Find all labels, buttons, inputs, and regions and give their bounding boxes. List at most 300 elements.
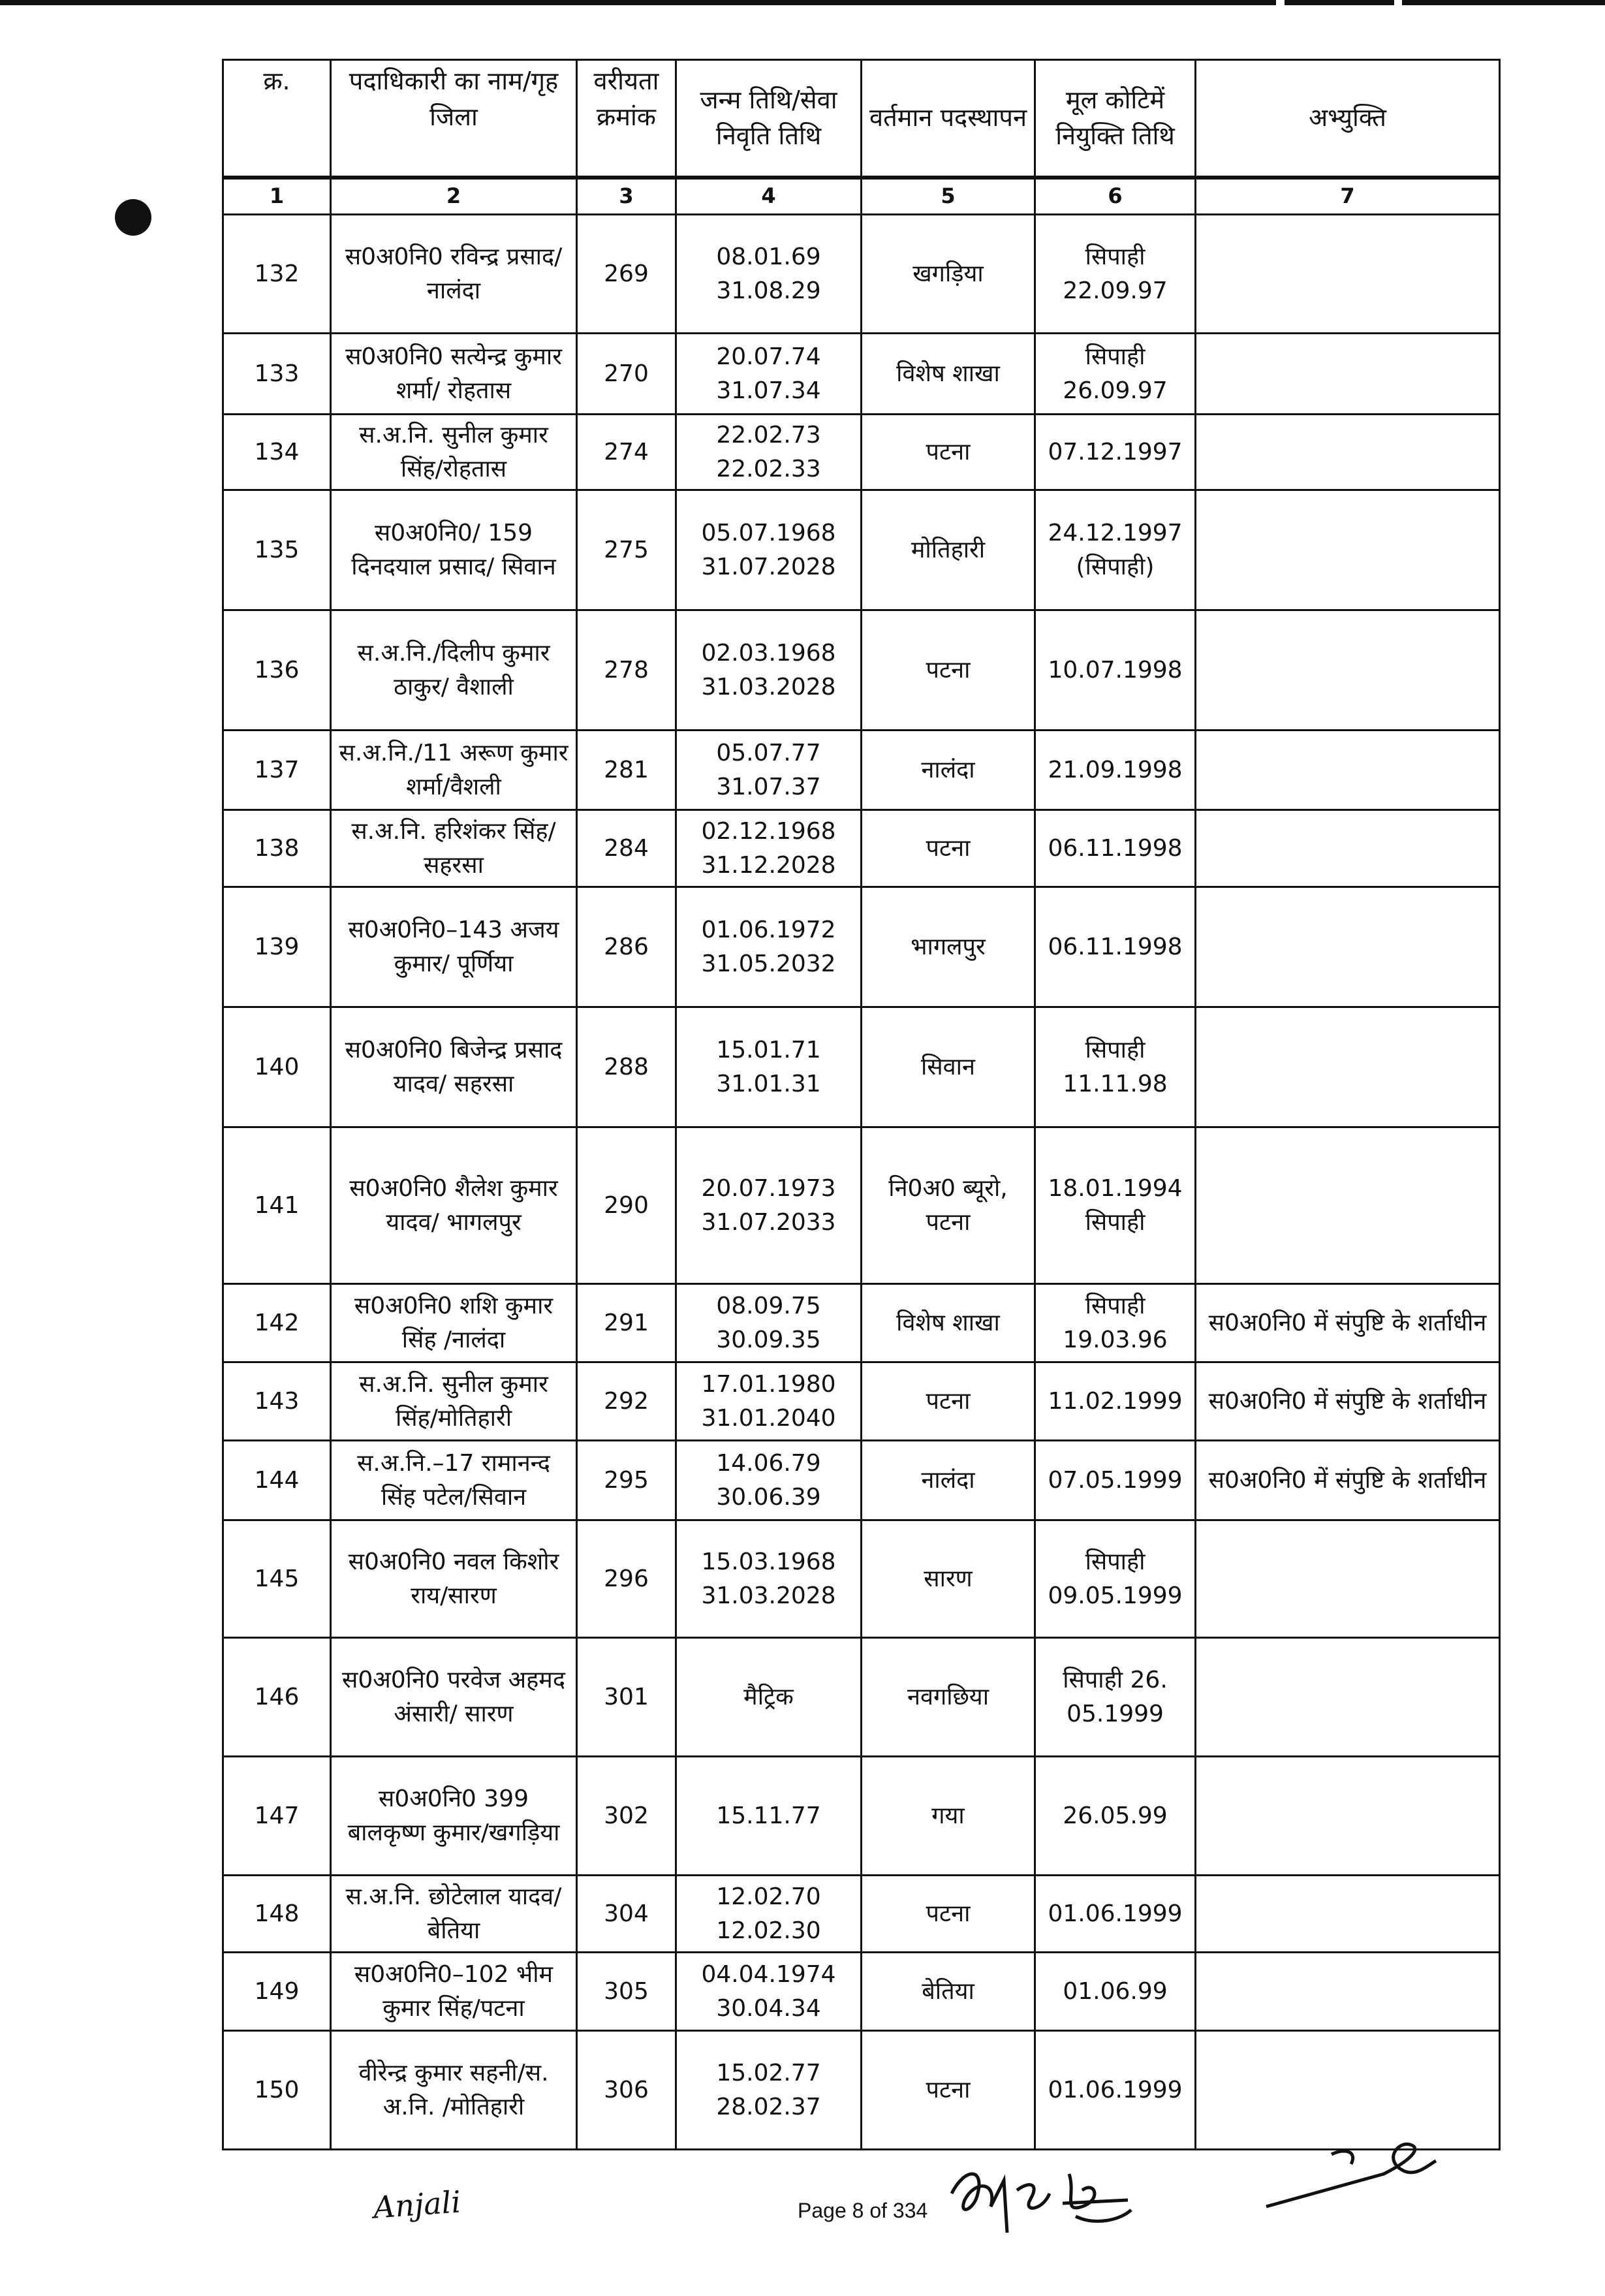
current-posting-line: नालंदा <box>921 1466 975 1494</box>
birth-retirement-dates-line: 17.01.1980 <box>701 1371 836 1398</box>
birth-retirement-dates <box>676 1284 862 1362</box>
birth-retirement-dates-line: 22.02.73 22.02.33 <box>716 422 821 482</box>
birth-retirement-dates-line: 05.07.1968 <box>701 520 836 547</box>
appointment-date-line: 05.1999 <box>1067 1700 1164 1727</box>
birth-retirement-dates-line: 04.04.1974 <box>701 1961 836 1989</box>
remarks <box>1196 1638 1500 1757</box>
serial-number <box>223 1007 331 1127</box>
current-posting-line: सारण <box>924 1565 973 1592</box>
table-row <box>223 1953 1500 2031</box>
seniority-number <box>577 490 676 610</box>
current-posting <box>862 1520 1035 1638</box>
top-rule <box>1285 0 1394 5</box>
current-posting <box>862 215 1035 334</box>
serial-number <box>223 887 331 1007</box>
appointment-date-line: सिपाही <box>1085 343 1145 371</box>
officer-name-line: स.अ.नि. सुनील कुमार सिंह/मोतिहारी <box>359 1371 548 1432</box>
seniority-number-line: 302 <box>604 1802 649 1829</box>
appointment-date <box>1035 334 1196 415</box>
appointment-date-line: 11.02.1999 <box>1048 1387 1183 1415</box>
appointment-date <box>1035 810 1196 887</box>
officer-name <box>331 810 577 887</box>
appointment-date-line: 21.09.1998 <box>1048 756 1183 783</box>
officer-name-line: स.अ.नि./11 अरूण कुमार शर्मा/वैशली <box>339 740 569 800</box>
serial-number-line: 146 <box>254 1683 300 1710</box>
current-posting-line: नालंदा <box>921 756 975 783</box>
serial-number-line: 135 <box>254 536 300 563</box>
appointment-date <box>1035 1876 1196 1953</box>
remarks <box>1196 334 1500 415</box>
appointment-date <box>1035 490 1196 610</box>
table-row <box>223 2031 1500 2150</box>
remarks <box>1196 1284 1500 1362</box>
current-posting <box>862 887 1035 1007</box>
remarks <box>1196 1876 1500 1953</box>
current-posting <box>862 1757 1035 1876</box>
current-posting <box>862 1284 1035 1362</box>
seniority-number-line: 290 <box>604 1191 649 1219</box>
officer-name <box>331 1520 577 1638</box>
current-posting <box>862 731 1035 810</box>
remarks <box>1196 810 1500 887</box>
table-row <box>223 1638 1500 1757</box>
serial-number-line: 133 <box>254 360 300 387</box>
seniority-number <box>577 1638 676 1757</box>
officer-name <box>331 1362 577 1441</box>
column-number: 2 <box>331 178 577 215</box>
current-posting-line: खगड़िया <box>912 260 984 287</box>
seniority-number <box>577 1284 676 1362</box>
serial-number-line: 148 <box>254 1900 300 1927</box>
seniority-number <box>577 1757 676 1876</box>
seniority-number <box>577 1876 676 1953</box>
table-row <box>223 1520 1500 1638</box>
top-rule <box>1402 0 1605 5</box>
current-posting-line: मोतिहारी <box>911 536 986 563</box>
serial-number <box>223 490 331 610</box>
birth-retirement-dates-line: 15.02.77 <box>716 2060 821 2087</box>
seniority-number-line: 305 <box>604 1977 649 2005</box>
appointment-date-line: 06.11.1998 <box>1048 933 1183 960</box>
officer-name-line: स.अ.नि.–17 रामानन्द सिंह पटेल/सिवान <box>357 1450 550 1511</box>
seniority-number-line: 281 <box>604 756 649 783</box>
table-row <box>223 1876 1500 1953</box>
appointment-date-line: 26.05.99 <box>1063 1802 1168 1829</box>
officer-name-line: स.अ.नि. सुनील कुमार सिंह/रोहतास <box>359 422 548 482</box>
remarks <box>1196 1520 1500 1638</box>
birth-retirement-dates-line: 30.04.34 <box>716 1994 821 2022</box>
table-row <box>223 810 1500 887</box>
birth-retirement-dates-line: 15.11.77 <box>716 1802 821 1829</box>
serial-number <box>223 2031 331 2150</box>
table-row <box>223 1007 1500 1127</box>
column-number: 1 <box>223 178 331 215</box>
birth-retirement-dates-line: 30.09.35 <box>716 1326 821 1353</box>
officer-name <box>331 1638 577 1757</box>
officer-name <box>331 1441 577 1520</box>
seniority-number-line: 296 <box>604 1565 649 1592</box>
appointment-date-line: 01.06.99 <box>1063 1977 1168 2005</box>
serial-number <box>223 1127 331 1284</box>
table-row <box>223 334 1500 415</box>
current-posting-line: सिवान <box>921 1053 975 1080</box>
top-rule <box>0 0 1276 5</box>
appointment-date-line: (सिपाही) <box>1076 553 1155 580</box>
current-posting-line: बेतिया <box>922 1977 974 2005</box>
birth-retirement-dates <box>676 1520 862 1638</box>
officer-name <box>331 1757 577 1876</box>
remarks <box>1196 1953 1500 2031</box>
appointment-date-line: 24.12.1997 <box>1048 520 1183 547</box>
seniority-number <box>577 2031 676 2150</box>
seniority-number <box>577 1520 676 1638</box>
birth-retirement-dates-line: 31.05.2032 <box>701 950 836 977</box>
remarks <box>1196 2031 1500 2150</box>
seniority-number-line: 288 <box>604 1053 649 1080</box>
serial-number <box>223 1638 331 1757</box>
current-posting-line: पटना <box>926 656 971 684</box>
current-posting <box>862 1876 1035 1953</box>
table-row <box>223 415 1500 490</box>
serial-number <box>223 731 331 810</box>
appointment-date-line: सिपाही <box>1085 1549 1145 1576</box>
remarks <box>1196 1362 1500 1441</box>
remarks <box>1196 1127 1500 1284</box>
seniority-table <box>222 59 1501 2150</box>
current-posting <box>862 490 1035 610</box>
appointment-date <box>1035 1520 1196 1638</box>
column-number: 7 <box>1196 178 1500 215</box>
table-row <box>223 731 1500 810</box>
appointment-date-line: 01.06.1999 <box>1048 1900 1183 1927</box>
serial-number-line: 141 <box>254 1191 300 1219</box>
remarks <box>1196 415 1500 490</box>
officer-name <box>331 2031 577 2150</box>
appointment-date <box>1035 1757 1196 1876</box>
header-appointment: मूल कोटिमें नियुक्ति तिथि <box>1035 60 1196 178</box>
birth-retirement-dates <box>676 1127 862 1284</box>
officer-name-line: स0अ0नि0 सत्येन्द्र कुमार शर्मा/ रोहतास <box>345 343 562 404</box>
current-posting <box>862 610 1035 731</box>
officer-name <box>331 1127 577 1284</box>
appointment-date-line: सिपाही <box>1085 1037 1145 1064</box>
serial-number-line: 142 <box>254 1309 300 1336</box>
officer-name <box>331 490 577 610</box>
appointment-date-line: 22.09.97 <box>1063 277 1168 304</box>
serial-number <box>223 1757 331 1876</box>
birth-retirement-dates-line: 14.06.79 <box>716 1450 821 1477</box>
birth-retirement-dates-line: 31.08.29 <box>716 277 821 304</box>
remarks <box>1196 887 1500 1007</box>
birth-retirement-dates <box>676 610 862 731</box>
appointment-date-line: 07.12.1997 <box>1048 438 1183 465</box>
column-number: 4 <box>676 178 862 215</box>
current-posting <box>862 1127 1035 1284</box>
officer-name-line: स.अ.नि. हरिशंकर सिंह/सहरसा <box>351 818 556 879</box>
appointment-date-line: सिपाही <box>1085 1293 1145 1320</box>
birth-retirement-dates <box>676 334 862 415</box>
serial-number <box>223 1441 331 1520</box>
appointment-date <box>1035 1362 1196 1441</box>
officer-name <box>331 1953 577 2031</box>
serial-number <box>223 1284 331 1362</box>
seniority-number-line: 278 <box>604 656 649 684</box>
punch-hole-mark <box>115 199 151 236</box>
header-row <box>223 60 1500 178</box>
seniority-number <box>577 415 676 490</box>
officer-name-line: स0अ0नि0/ 159 दिनदयाल प्रसाद/ सिवान <box>351 520 556 580</box>
birth-retirement-dates <box>676 215 862 334</box>
birth-retirement-dates <box>676 731 862 810</box>
signature-right <box>1253 2135 1449 2220</box>
appointment-date-line: सिपाही <box>1085 244 1145 271</box>
officer-name-line: स0अ0नि0–102 भीम कुमार सिंह/पटना <box>354 1961 553 2022</box>
officer-name-line: स0अ0नि0 रविन्द्र प्रसाद/ नालंदा <box>345 244 563 304</box>
birth-retirement-dates <box>676 490 862 610</box>
header-name: पदाधिकारी का नाम/गृह जिला <box>331 60 577 178</box>
current-posting <box>862 1007 1035 1127</box>
seniority-number-line: 295 <box>604 1466 649 1494</box>
column-number: 6 <box>1035 178 1196 215</box>
birth-retirement-dates <box>676 1757 862 1876</box>
officer-name-line: स0अ0नि0 शशि कुमार सिंह /नालंदा <box>354 1293 553 1353</box>
column-number: 5 <box>862 178 1035 215</box>
column-number-row <box>223 178 1500 215</box>
birth-retirement-dates <box>676 810 862 887</box>
remarks <box>1196 490 1500 610</box>
remarks <box>1196 1757 1500 1876</box>
birth-retirement-dates-line: 20.07.74 <box>716 343 821 371</box>
birth-retirement-dates-line: 15.03.1968 <box>701 1549 836 1576</box>
current-posting-line: पटना <box>926 2076 971 2103</box>
table-row <box>223 1127 1500 1284</box>
seniority-number-line: 306 <box>604 2076 649 2103</box>
appointment-date-line: 09.05.1999 <box>1048 1582 1183 1609</box>
serial-number <box>223 1362 331 1441</box>
birth-retirement-dates-line: 31.07.34 <box>716 377 821 404</box>
seniority-number <box>577 1127 676 1284</box>
serial-number-line: 149 <box>254 1977 300 2005</box>
birth-retirement-dates <box>676 1007 862 1127</box>
seniority-number <box>577 1007 676 1127</box>
appointment-date-line: 01.06.1999 <box>1048 2076 1183 2103</box>
birth-retirement-dates-line: 02.12.1968 <box>701 818 836 845</box>
seniority-number <box>577 1441 676 1520</box>
serial-number-line: 137 <box>254 756 300 783</box>
officer-name-line: स0अ0नि0 399 बालकृष्ण कुमार/खगड़िया <box>347 1785 560 1846</box>
birth-retirement-dates-line: 12.02.70 12.02.30 <box>716 1883 821 1944</box>
current-posting <box>862 334 1035 415</box>
serial-number <box>223 1953 331 2031</box>
remarks <box>1196 1441 1500 1520</box>
birth-retirement-dates <box>676 1362 862 1441</box>
appointment-date <box>1035 415 1196 490</box>
officer-name-line: स0अ0नि0–143 अजय कुमार/ पूर्णिया <box>348 917 559 977</box>
serial-number-line: 132 <box>254 260 300 287</box>
remarks <box>1196 215 1500 334</box>
appointment-date <box>1035 1953 1196 2031</box>
officer-name <box>331 334 577 415</box>
serial-number-line: 139 <box>254 933 300 960</box>
current-posting <box>862 810 1035 887</box>
birth-retirement-dates-line: 02.03.1968 <box>701 640 836 667</box>
birth-retirement-dates-line: 31.01.2040 <box>701 1404 836 1432</box>
remarks <box>1196 1007 1500 1127</box>
appointment-date-line: 19.03.96 <box>1063 1326 1168 1353</box>
serial-number-line: 134 <box>254 438 300 465</box>
serial-number-line: 143 <box>254 1387 300 1415</box>
table-row <box>223 887 1500 1007</box>
serial-number <box>223 1876 331 1953</box>
birth-retirement-dates <box>676 2031 862 2150</box>
birth-retirement-dates-line: 01.06.1972 <box>701 917 836 944</box>
header-remarks: अभ्युक्ति <box>1196 60 1500 178</box>
officer-name-line: स0अ0नि0 बिजेन्द्र प्रसाद यादव/ सहरसा <box>345 1037 563 1097</box>
current-posting <box>862 2031 1035 2150</box>
officer-name <box>331 1876 577 1953</box>
serial-number <box>223 334 331 415</box>
current-posting <box>862 1638 1035 1757</box>
appointment-date <box>1035 215 1196 334</box>
table-row <box>223 215 1500 334</box>
remarks <box>1196 731 1500 810</box>
current-posting-line: नवगछिया <box>907 1683 989 1710</box>
seniority-number-line: 270 <box>604 360 649 387</box>
officer-name <box>331 887 577 1007</box>
birth-retirement-dates-line: 31.07.2033 <box>701 1208 836 1236</box>
remarks-line: स0अ0नि0 में संपुष्टि के शर्ताधीन <box>1208 1466 1487 1494</box>
seniority-number <box>577 1953 676 2031</box>
officer-name-line: स.अ.नि./दिलीप कुमार ठाकुर/ वैशाली <box>357 640 550 700</box>
birth-retirement-dates-line: 08.01.69 <box>716 244 821 271</box>
officer-name <box>331 1284 577 1362</box>
current-posting <box>862 415 1035 490</box>
appointment-date <box>1035 610 1196 731</box>
seniority-number-line: 284 <box>604 834 649 862</box>
appointment-date <box>1035 1284 1196 1362</box>
appointment-date-line: 26.09.97 <box>1063 377 1168 404</box>
serial-number-line: 136 <box>254 656 300 684</box>
current-posting <box>862 1362 1035 1441</box>
seniority-number <box>577 887 676 1007</box>
serial-number <box>223 610 331 731</box>
appointment-date <box>1035 1007 1196 1127</box>
birth-retirement-dates-line: 31.07.2028 <box>701 553 836 580</box>
seniority-number <box>577 810 676 887</box>
birth-retirement-dates <box>676 1638 862 1757</box>
officer-name-line: स0अ0नि0 शैलेश कुमार यादव/ भागलपुर <box>349 1175 558 1236</box>
signature-initials <box>945 2154 1141 2246</box>
seniority-number <box>577 334 676 415</box>
remarks-line: स0अ0नि0 में संपुष्टि के शर्ताधीन <box>1208 1309 1487 1336</box>
serial-number-line: 140 <box>254 1053 300 1080</box>
birth-retirement-dates-line: 31.01.31 <box>716 1070 821 1097</box>
seniority-number-line: 269 <box>604 260 649 287</box>
officer-name-line: स.अ.नि. छोटेलाल यादव/बेतिया <box>345 1883 562 1944</box>
current-posting-line: नि0अ0 ब्यूरो, पटना <box>888 1175 1008 1236</box>
signature-left: Anjali <box>372 2184 462 2225</box>
birth-retirement-dates-line: 30.06.39 <box>716 1483 821 1511</box>
current-posting-line: पटना <box>926 438 971 465</box>
seniority-number-line: 286 <box>604 933 649 960</box>
seniority-number-line: 274 <box>604 438 649 465</box>
birth-retirement-dates-line: 31.12.2028 <box>701 851 836 879</box>
header-posting: वर्तमान पदस्थापन <box>862 60 1035 178</box>
appointment-date-line: 10.07.1998 <box>1048 656 1183 684</box>
birth-retirement-dates-line: 31.07.37 <box>716 773 821 800</box>
serial-number-line: 147 <box>254 1802 300 1829</box>
serial-number <box>223 1520 331 1638</box>
officer-name-line: वीरेन्द्र कुमार सहनी/स. अ.नि. /मोतिहारी <box>358 2060 549 2120</box>
current-posting-line: विशेष शाखा <box>896 360 1000 387</box>
seniority-number-line: 292 <box>604 1387 649 1415</box>
serial-number-line: 138 <box>254 834 300 862</box>
appointment-date-line: सिपाही 26. <box>1063 1667 1168 1694</box>
appointment-date <box>1035 731 1196 810</box>
officer-name <box>331 731 577 810</box>
seniority-number-line: 301 <box>604 1683 649 1710</box>
officer-name <box>331 1007 577 1127</box>
serial-number-line: 150 <box>254 2076 300 2103</box>
table-row <box>223 1284 1500 1362</box>
current-posting <box>862 1441 1035 1520</box>
birth-retirement-dates-line: 31.03.2028 <box>701 1582 836 1609</box>
appointment-date-line: 07.05.1999 <box>1048 1466 1183 1494</box>
birth-retirement-dates-line: 15.01.71 <box>716 1037 821 1064</box>
appointment-date <box>1035 1127 1196 1284</box>
birth-retirement-dates <box>676 887 862 1007</box>
seniority-number-line: 275 <box>604 536 649 563</box>
birth-retirement-dates-line: मैट्रिक <box>743 1683 794 1710</box>
page-number: Page 8 of 334 <box>798 2199 928 2222</box>
birth-retirement-dates-line: 31.03.2028 <box>701 673 836 700</box>
appointment-date <box>1035 1638 1196 1757</box>
officer-name <box>331 215 577 334</box>
appointment-date-line: 18.01.1994 <box>1048 1175 1183 1203</box>
table-row <box>223 490 1500 610</box>
birth-retirement-dates <box>676 415 862 490</box>
current-posting-line: पटना <box>926 1387 971 1415</box>
table-row <box>223 1441 1500 1520</box>
appointment-date-line: 11.11.98 <box>1063 1070 1168 1097</box>
current-posting-line: गया <box>931 1802 965 1829</box>
birth-retirement-dates-line: 05.07.77 <box>716 740 821 767</box>
serial-number <box>223 415 331 490</box>
seniority-number-line: 291 <box>604 1309 649 1336</box>
officer-name-line: स0अ0नि0 नवल किशोर राय/सारण <box>348 1549 559 1609</box>
seniority-number <box>577 731 676 810</box>
seniority-number <box>577 1362 676 1441</box>
current-posting-line: विशेष शाखा <box>896 1309 1000 1336</box>
appointment-date-line: सिपाही <box>1085 1208 1145 1236</box>
current-posting <box>862 1953 1035 2031</box>
seniority-number-line: 304 <box>604 1900 649 1927</box>
appointment-date <box>1035 1441 1196 1520</box>
current-posting-line: पटना <box>926 834 971 862</box>
table-row <box>223 610 1500 731</box>
table-row <box>223 1757 1500 1876</box>
column-number: 3 <box>577 178 676 215</box>
header-seniority: वरीयता क्रमांक <box>577 60 676 178</box>
header-dob: जन्म तिथि/सेवा निवृति तिथि <box>676 60 862 178</box>
birth-retirement-dates-line: 08.09.75 <box>716 1293 821 1320</box>
remarks-line: स0अ0नि0 में संपुष्टि के शर्ताधीन <box>1208 1387 1487 1415</box>
officer-name <box>331 415 577 490</box>
officer-name <box>331 610 577 731</box>
seniority-number <box>577 610 676 731</box>
birth-retirement-dates-line: 20.07.1973 <box>701 1175 836 1203</box>
header-serial: क्र. <box>223 60 331 178</box>
